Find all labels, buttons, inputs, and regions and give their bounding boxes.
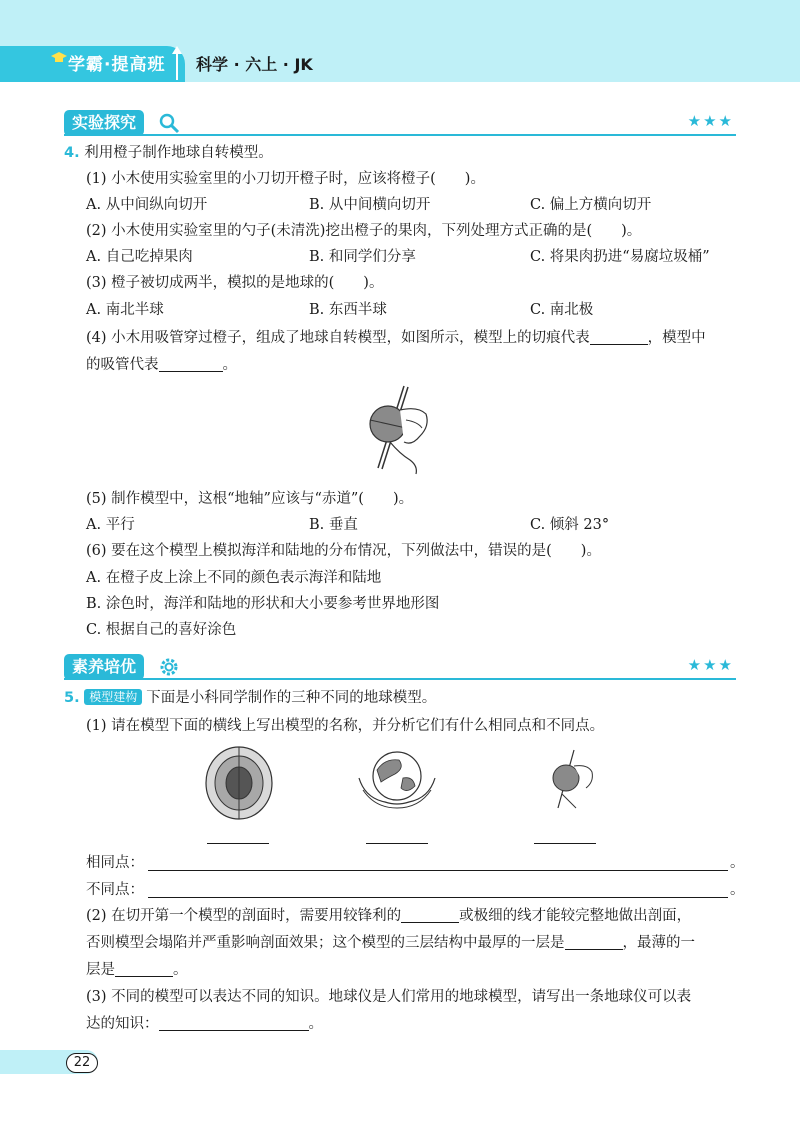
model-1-name-blank[interactable]	[207, 843, 269, 844]
q5-part2-line3: 层是 。	[86, 962, 188, 978]
section-title: 实验探究	[64, 110, 144, 136]
q4-part1-option-c[interactable]: C. 偏上方横向切开	[530, 197, 652, 213]
section-literacy-header	[64, 654, 736, 680]
q4-part5: (5) 制作模型中，这根“地轴”应该与“赤道”( )。	[86, 491, 414, 507]
gear-icon	[158, 656, 180, 678]
q4-part4-line2: 的吸管代表 。	[86, 357, 237, 373]
q4-part2-option-a[interactable]: A. 自己吃掉果肉	[86, 249, 193, 265]
q4-part2-option-c[interactable]: C. 将果肉扔进“易腐垃圾桶”	[530, 249, 710, 265]
q4-part6: (6) 要在这个模型上模拟海洋和陆地的分布情况，下列做法中，错误的是( )。	[86, 543, 601, 559]
question-5-stem: 5. 模型建构 下面是小科同学制作的三种不同的地球模型。	[64, 690, 437, 706]
orange-model-illustration	[544, 748, 604, 814]
answer-blank[interactable]	[565, 933, 623, 950]
q5-part2-line2: 否则模型会塌陷并严重影响剖面效果；这个模型的三层结构中最厚的一层是 ，最薄的一	[86, 935, 695, 951]
clay-globe-model-illustration	[355, 748, 439, 810]
earth-layers-model-illustration	[204, 745, 274, 821]
q4-part6-option-b[interactable]: B. 涂色时，海洋和陆地的形状和大小要参考世界地形图	[86, 596, 440, 612]
graduation-cap-icon	[50, 50, 68, 68]
magnifier-icon	[158, 112, 180, 134]
diff-points-blank[interactable]	[148, 897, 728, 898]
orange-straw-model-illustration	[360, 380, 460, 480]
q4-part5-option-a[interactable]: A. 平行	[86, 517, 135, 533]
section-experiment-header	[64, 110, 736, 136]
answer-blank[interactable]	[159, 1014, 309, 1031]
q4-part1-option-a[interactable]: A. 从中间纵向切开	[86, 197, 208, 213]
q4-part3-option-c[interactable]: C. 南北极	[530, 302, 594, 318]
q4-part5-option-c[interactable]: C. 倾斜 23°	[530, 517, 610, 533]
q4-part1: (1) 小木使用实验室里的小刀切开橙子时，应该将橙子( )。	[86, 171, 485, 187]
difficulty-stars: ★★★	[687, 656, 734, 674]
model-2-name-blank[interactable]	[366, 843, 428, 844]
arrow-up-icon	[170, 46, 184, 80]
q4-part6-option-c[interactable]: C. 根据自己的喜好涂色	[86, 622, 237, 638]
answer-blank[interactable]	[115, 960, 173, 977]
period: 。	[730, 855, 745, 871]
difficulty-stars: ★★★	[687, 112, 734, 130]
period: 。	[730, 882, 745, 898]
q4-part2-option-b[interactable]: B. 和同学们分享	[309, 249, 416, 265]
breadcrumb: 科学 · 六上 · JK	[196, 55, 313, 74]
q5-part3-line2: 达的知识： 。	[86, 1016, 323, 1032]
q4-part2: (2) 小木使用实验室里的勺子(未清洗)挖出橙子的果肉，下列处理方式正确的是( )。	[86, 223, 642, 239]
q5-part1: (1) 请在模型下面的横线上写出模型的名称，并分析它们有什么相同点和不同点。	[86, 718, 605, 734]
page-number: 22	[66, 1053, 98, 1073]
question-tag: 模型建构	[84, 689, 142, 705]
same-points-blank[interactable]	[148, 870, 728, 871]
q5-part3-line1: (3) 不同的模型可以表达不同的知识。地球仪是人们常用的地球模型，请写出一条地球仪可以表	[86, 989, 692, 1005]
q4-part3-option-b[interactable]: B. 东西半球	[309, 302, 387, 318]
question-4-stem: 4. 利用橙子制作地球自转模型。	[64, 145, 273, 161]
q5-part2-line1: (2) 在切开第一个模型的剖面时，需要用较锋利的 或极细的线才能较完整地做出剖面，	[86, 908, 692, 924]
same-points-label: 相同点：	[86, 855, 144, 871]
q4-part1-option-b[interactable]: B. 从中间横向切开	[309, 197, 431, 213]
brand-title: 学霸·提高班	[68, 55, 166, 75]
answer-blank[interactable]	[590, 328, 648, 345]
answer-blank[interactable]	[159, 355, 223, 372]
model-3-name-blank[interactable]	[534, 843, 596, 844]
question-number: 4.	[64, 145, 80, 161]
answer-blank[interactable]	[401, 906, 459, 923]
section-divider	[64, 134, 736, 136]
q4-part3: (3) 橙子被切成两半，模拟的是地球的( )。	[86, 275, 384, 291]
section-title: 素养培优	[64, 654, 144, 680]
section-divider	[64, 678, 736, 680]
q4-part3-option-a[interactable]: A. 南北半球	[86, 302, 164, 318]
q4-part4-line1: (4) 小木用吸管穿过橙子，组成了地球自转模型，如图所示，模型上的切痕代表 ，模型中	[86, 330, 706, 346]
question-number: 5.	[64, 690, 80, 706]
diff-points-label: 不同点：	[86, 882, 144, 898]
q4-part6-option-a[interactable]: A. 在橙子皮上涂上不同的颜色表示海洋和陆地	[86, 570, 382, 586]
q4-part5-option-b[interactable]: B. 垂直	[309, 517, 358, 533]
